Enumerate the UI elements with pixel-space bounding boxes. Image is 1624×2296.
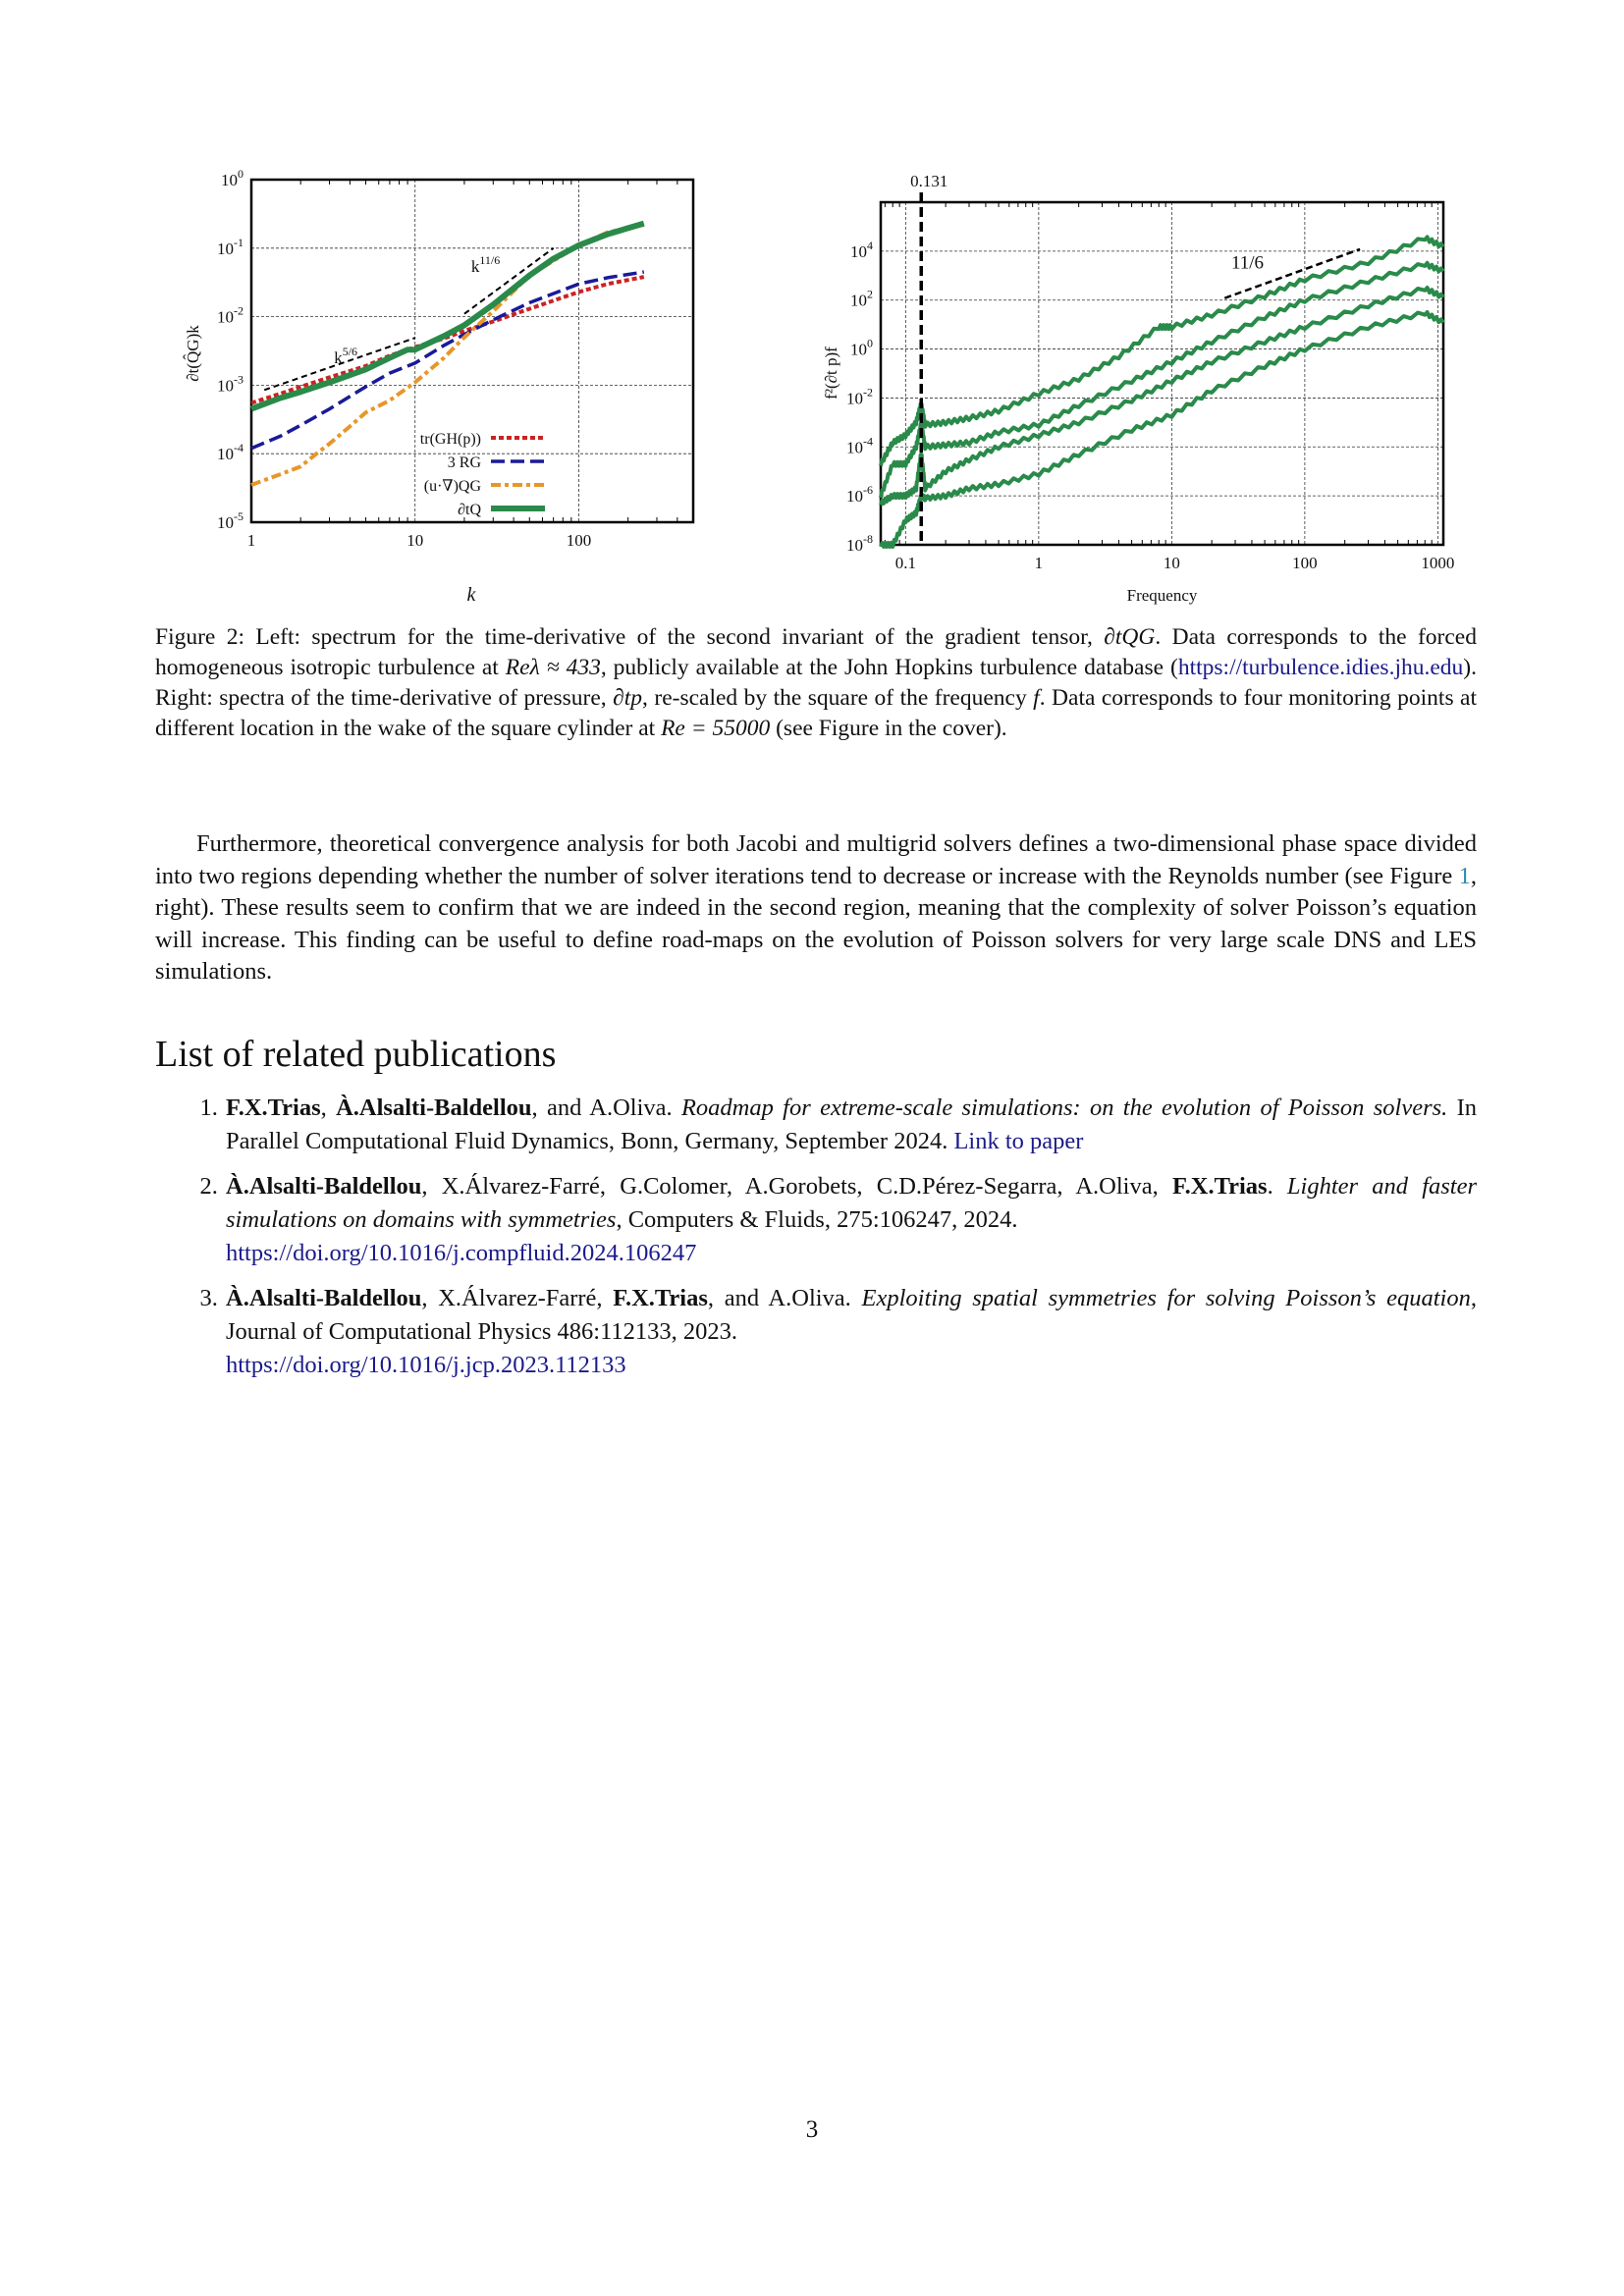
y-tick-label: $10^2$ xyxy=(850,287,873,310)
y-tick-label: $10^{-1}$ xyxy=(217,235,244,258)
y-tick-label: $10^{-2}$ xyxy=(846,385,873,408)
y-tick-label: $10^4$ xyxy=(850,238,873,261)
legend-label: tr(GH(p)) xyxy=(419,431,481,448)
y-tick-label: $10^{-6}$ xyxy=(846,483,873,507)
x-tick-label: 10 xyxy=(406,531,424,550)
publication-item: 2. À.Alsalti-Baldellou, X.Álvarez-Farré, G.Colomer, A.Gorobets, C.D.Pérez-Segarra, A.Oliva, F.X.Trias. Lighter and faster simulations on domains with symmetries, Computers & Fluids, 275:106247, 2024. https://doi.org/10.1016/j.compfluid.2024.106247 xyxy=(224,1170,1477,1270)
y-axis-label: ∂t(Q̂G)k xyxy=(184,325,202,382)
body-paragraph: Furthermore, theoretical convergence analysis for both Jacobi and multigrid solvers defines a two-dimensional phase space divided into two regions depending whether the number of solver iterations tend to decrease or increase with the Reynolds number (see Figure 1, right). These results seem to confirm that we are indeed in the second region, meaning that the complexity of solver Poisson’s equation will increase. This finding can be useful to define road-maps on the evolution of Poisson solvers for very large scale DNS and LES simulations. xyxy=(155,830,1477,985)
section-title: List of related publications xyxy=(155,1034,557,1075)
figure-caption: Figure 2: Left: spectrum for the time-derivative of the second invariant of the gradient tensor, ∂tQG. Data corresponds to the forced homogeneous isotropic turbulence at Reλ ≈ 433, publicly available at the John Hopkins turbulence database (https://turbulence.idies.jhu.edu). Right: spectra of the time-derivative of pressure, ∂tp, re-scaled by the square of the frequency f. Data corresponds to four monitoring points at different location in the wake of the square cylinder at Re = 55000 (see Figure in the cover). xyxy=(155,624,1478,741)
plot-frame xyxy=(881,202,1443,545)
spectrum-line xyxy=(881,312,1443,547)
caption-label: Figure 2: xyxy=(155,624,244,650)
spectrum-line xyxy=(881,237,1443,465)
publication-link[interactable]: Link to paper xyxy=(953,1128,1084,1154)
publication-list xyxy=(155,1092,1477,1394)
publication-link[interactable]: https://doi.org/10.1016/j.compfluid.2024.106247 xyxy=(226,1240,697,1266)
x-tick-label: 1 xyxy=(1034,554,1044,572)
slope-guide-label: 11/6 xyxy=(1230,252,1265,274)
publication-link[interactable]: https://doi.org/10.1016/j.jcp.2023.112133 xyxy=(226,1352,626,1378)
page-number: 3 xyxy=(805,2116,819,2143)
publication-title: Exploiting spatial symmetries for solving Poisson’s equation xyxy=(861,1285,1471,1311)
y-tick-label: $10^{-3}$ xyxy=(217,372,244,396)
y-tick-label: $10^{-5}$ xyxy=(217,509,244,532)
series-line xyxy=(251,272,644,449)
y-tick-label: $10^0$ xyxy=(221,167,244,189)
y-tick-label: $10^{-4}$ xyxy=(846,434,873,457)
spectrum-line xyxy=(881,288,1443,506)
shedding-frequency-label: 0.131 xyxy=(910,172,948,190)
x-tick-label: 0.1 xyxy=(894,554,916,572)
legend-label: (u·∇)QG xyxy=(423,478,481,495)
publication-item: 3. À.Alsalti-Baldellou, X.Álvarez-Farré, F.X.Trias, and A.Oliva. Exploiting spatial symmetries for solving Poisson’s equation, Journal of Computational Physics 486:112133, 2023. https://doi.org/10.1016/j.jcp.2023.112133 xyxy=(224,1282,1477,1382)
x-tick-label: 1000 xyxy=(1421,554,1455,572)
publication-title: Lighter and faster simulations on domains with symmetries xyxy=(226,1173,1478,1233)
x-tick-label: 100 xyxy=(566,531,592,550)
x-axis-label: Frequency xyxy=(1126,586,1198,605)
legend-label: 3 RG xyxy=(447,454,481,471)
y-tick-label: $10^0$ xyxy=(850,336,873,359)
x-tick-label: 1 xyxy=(246,531,256,550)
series-line xyxy=(251,277,644,402)
series-line xyxy=(251,224,644,409)
slope-guide-label: $k^{5/6}$ xyxy=(334,344,358,367)
x-tick-label: 10 xyxy=(1163,554,1180,572)
x-axis-label: k xyxy=(466,584,476,606)
y-axis-label: f²(∂t p)f xyxy=(822,347,840,400)
slope-guide-label: $k^{11/6}$ xyxy=(470,253,501,277)
x-tick-label: 100 xyxy=(1292,554,1318,572)
legend-label: ∂tQ xyxy=(458,502,481,518)
y-tick-label: $10^{-4}$ xyxy=(217,441,244,464)
publication-title: Roadmap for extreme-scale simulations: on the evolution of Poisson solvers. xyxy=(680,1095,1448,1121)
right-spectra-chart xyxy=(815,157,1463,618)
left-spectrum-chart xyxy=(177,157,795,618)
y-tick-label: $10^{-8}$ xyxy=(846,532,873,555)
figure-1-ref-link[interactable]: 1 xyxy=(1458,862,1471,889)
publication-item: 1. F.X.Trias, À.Alsalti-Baldellou, and A.Oliva. Roadmap for extreme-scale simulations: on the evolution of Poisson solvers. In Parallel Computational Fluid Dynamics, Bonn, Germany, September 2024. Link to paper xyxy=(224,1092,1477,1158)
y-tick-label: $10^{-2}$ xyxy=(217,303,244,327)
database-link[interactable]: https://turbulence.idies.jhu.edu xyxy=(1177,655,1464,680)
